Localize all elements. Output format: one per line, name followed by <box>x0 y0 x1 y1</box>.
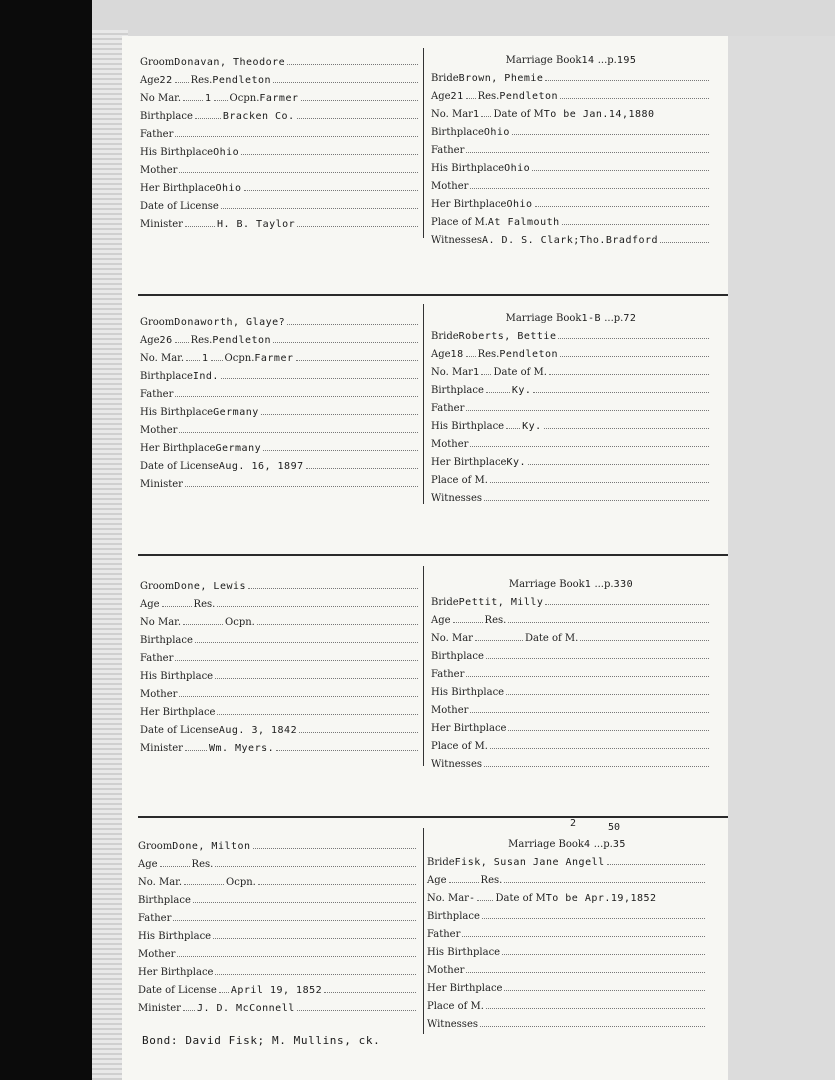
groom-name: Done, Lewis <box>174 581 247 592</box>
place-of-marriage-row: Place of M. <box>431 734 711 752</box>
book-number: 1-B <box>581 313 602 324</box>
groom-birthplace: Bracken Co. <box>222 111 295 122</box>
bride-no-mar: 1 <box>472 109 480 120</box>
bride-nomar-date-row: No. Mar 1 Date of M. <box>431 360 711 378</box>
left-scan-border <box>0 0 92 1080</box>
bride-mother-row: Mother <box>431 432 711 450</box>
bride-name: Pettit, Milly <box>458 597 544 608</box>
book-number: 4 <box>584 839 591 850</box>
groom-age: 22 <box>159 75 173 86</box>
his-birthplace-row: His Birthplace <box>138 924 418 942</box>
mother-row: Mother <box>140 418 420 436</box>
bride-father-row: Father <box>427 922 707 940</box>
page-annotation: 50 <box>608 822 621 833</box>
page-number: 35 <box>612 839 626 850</box>
birthplace-row: Birthplace Bracken Co. <box>140 104 420 122</box>
age-res-row: Age Res. <box>140 592 420 610</box>
nomar-ocpn-row: No. Mar. Ocpn. <box>138 870 418 888</box>
her-birthplace-row: Her Birthplace <box>138 960 418 978</box>
bride-no-mar: 1 <box>472 367 480 378</box>
book-number: 14 <box>581 55 595 66</box>
column-divider <box>423 48 424 238</box>
bride-his-birthplace-row: His Birthplace Ohio <box>431 156 711 174</box>
his-birthplace-row: His Birthplace Germany <box>140 400 420 418</box>
bride-column <box>427 832 707 1030</box>
license-row: Date of License Aug. 3, 1842 <box>140 718 420 736</box>
birthplace-row: Birthplace <box>138 888 418 906</box>
groom-residence: Pendleton <box>212 75 272 86</box>
date-of-license: Aug. 3, 1842 <box>218 725 298 736</box>
marriage-book-row: Marriage Book 1-B ...p. 72 <box>505 313 637 324</box>
bride-birthplace-row: Birthplace Ky. <box>431 378 711 396</box>
section-divider <box>138 554 728 556</box>
mother-row: Mother <box>138 942 418 960</box>
bride-mother-row: Mother <box>431 174 711 192</box>
groom-column <box>138 834 418 1014</box>
his-birthplace-row: His Birthplace Ohio <box>140 140 420 158</box>
date-of-marriage: To be Jan.14,1880 <box>543 109 655 120</box>
witnesses-row: Witnesses A. D. S. Clark;Tho.Bradford <box>431 228 711 246</box>
bride-age-res-row: Age 18 Res. Pendleton <box>431 342 711 360</box>
witnesses-row: Witnesses <box>427 1012 707 1030</box>
bride-name: Brown, Phemie <box>458 73 544 84</box>
groom-column <box>140 50 420 230</box>
column-divider <box>423 828 424 1034</box>
groom-name: Done, Milton <box>172 841 251 852</box>
section-divider <box>138 294 728 296</box>
groom-row: Groom Donavan, Theodore <box>140 50 420 68</box>
right-scan-background <box>728 36 835 1080</box>
bride-her-birthplace: Ohio <box>506 199 533 210</box>
birthplace-row: Birthplace Ind. <box>140 364 420 382</box>
her-birthplace-row: Her Birthplace <box>140 700 420 718</box>
minister-row: Minister <box>140 472 420 490</box>
bride-birthplace: Ohio <box>483 127 510 138</box>
groom-his-birthplace: Germany <box>213 407 259 418</box>
bride-age-res-row: Age Res. <box>427 868 707 886</box>
minister-row: Minister Wm. Myers. <box>140 736 420 754</box>
page-number: 72 <box>623 313 637 324</box>
bride-age-res-row: Age 21 Res. Pendleton <box>431 84 711 102</box>
groom-row: Groom Done, Lewis <box>140 574 420 592</box>
groom-no-mar: 1 <box>202 353 209 364</box>
bride-nomar-date-row: No. Mar - Date of M To be Apr.19,1852 <box>427 893 657 904</box>
groom-birthplace: Ind. <box>192 371 219 382</box>
bride-row: Bride Pettit, Milly <box>431 590 711 608</box>
column-divider <box>423 566 424 766</box>
bride-his-birthplace: Ky. <box>522 421 542 432</box>
bride-her-birthplace-row: Her Birthplace <box>431 716 711 734</box>
license-row: Date of License <box>140 194 420 212</box>
nomar-ocpn-row: No Mar. 1 Ocpn. Farmer <box>140 86 420 104</box>
groom-column <box>140 310 420 490</box>
bride-her-birthplace-row: Her Birthplace Ky. <box>431 450 711 468</box>
mother-row: Mother <box>140 158 420 176</box>
groom-column <box>140 574 420 754</box>
license-row: Date of License April 19, 1852 <box>138 978 418 996</box>
book-annotation: 2 <box>570 818 577 829</box>
groom-residence: Pendleton <box>212 335 272 346</box>
nomar-ocpn-row: No Mar. Ocpn. <box>140 610 420 628</box>
date-of-license: Aug. 16, 1897 <box>218 461 304 472</box>
place-of-marriage-row: Place of M. At Falmouth <box>431 210 711 228</box>
father-row: Father <box>140 122 420 140</box>
bride-residence: Pendleton <box>499 349 559 360</box>
bride-nomar-date-row: No. Mar 1 Date of M To be Jan.14,1880 <box>431 109 655 120</box>
bride-mother-row: Mother <box>431 698 711 716</box>
age-res-row: Age Res. <box>138 852 418 870</box>
bride-age-res-row: Age Res. <box>431 608 711 626</box>
witnesses: A. D. S. Clark;Tho.Bradford <box>482 235 659 246</box>
father-row: Father <box>138 906 418 924</box>
groom-his-birthplace: Ohio <box>213 147 240 158</box>
bride-his-birthplace: Ohio <box>504 163 531 174</box>
marriage-book-row: Marriage Book 4 ...p. 35 <box>508 839 626 850</box>
bride-row: Bride Roberts, Bettie <box>431 324 711 342</box>
bride-row: Bride Brown, Phemie <box>431 66 711 84</box>
groom-row: Groom Done, Milton <box>138 834 418 852</box>
bride-nomar-date-row: No. Mar Date of M. <box>431 626 711 644</box>
minister-row: Minister J. D. McConnell <box>138 996 418 1014</box>
groom-row: Groom Donaworth, Glaye? <box>140 310 420 328</box>
father-row: Father <box>140 382 420 400</box>
mother-row: Mother <box>140 682 420 700</box>
his-birthplace-row: His Birthplace <box>140 664 420 682</box>
groom-age: 26 <box>159 335 173 346</box>
bride-father-row: Father <box>431 662 711 680</box>
bride-her-birthplace-row: Her Birthplace <box>427 976 707 994</box>
bride-birthplace-row: Birthplace Ohio <box>431 120 711 138</box>
bride-row: Bride Fisk, Susan Jane Angell <box>427 850 707 868</box>
place-of-marriage: At Falmouth <box>487 217 560 228</box>
bride-his-birthplace-row: His Birthplace <box>427 940 707 958</box>
bride-her-birthplace-row: Her Birthplace Ohio <box>431 192 711 210</box>
witnesses-row: Witnesses <box>431 486 711 504</box>
her-birthplace-row: Her Birthplace Germany <box>140 436 420 454</box>
witnesses-row: Witnesses <box>431 752 711 770</box>
date-of-license: April 19, 1852 <box>230 985 323 996</box>
groom-no-mar: 1 <box>205 93 212 104</box>
license-row: Date of License Aug. 16, 1897 <box>140 454 420 472</box>
bride-no-mar: - <box>468 893 476 904</box>
bride-column <box>431 48 711 246</box>
bride-father-row: Father <box>431 396 711 414</box>
bride-column <box>431 306 711 504</box>
age-res-row: Age 26 Res. Pendleton <box>140 328 420 346</box>
minister-name: Wm. Myers. <box>208 743 275 754</box>
page-number: 195 <box>616 55 637 66</box>
bond-note: Bond: David Fisk; M. Mullins, ck. <box>142 1034 381 1047</box>
bride-his-birthplace-row: His Birthplace Ky. <box>431 414 711 432</box>
bride-age: 18 <box>450 349 464 360</box>
groom-her-birthplace: Germany <box>215 443 262 454</box>
groom-her-birthplace: Ohio <box>215 183 242 194</box>
groom-name: Donaworth, Glaye? <box>174 317 286 328</box>
bride-residence: Pendleton <box>499 91 559 102</box>
place-of-marriage-row: Place of M. <box>427 994 707 1012</box>
groom-occupation: Farmer <box>254 353 294 364</box>
bride-his-birthplace-row: His Birthplace <box>431 680 711 698</box>
page-number: 330 <box>613 579 634 590</box>
minister-row: Minister H. B. Taylor <box>140 212 420 230</box>
date-of-marriage: To be Apr.19,1852 <box>545 893 657 904</box>
bride-birthplace-row: Birthplace <box>427 904 707 922</box>
section-divider <box>138 816 728 818</box>
bride-her-birthplace: Ky. <box>506 457 527 468</box>
age-res-row: Age 22 Res. Pendleton <box>140 68 420 86</box>
minister-name: J. D. McConnell <box>196 1003 295 1014</box>
birthplace-row: Birthplace <box>140 628 420 646</box>
book-number: 1 <box>584 579 592 590</box>
bride-father-row: Father <box>431 138 711 156</box>
bride-name: Roberts, Bettie <box>458 331 557 342</box>
marriage-book-row: Marriage Book 1 ...p. 330 <box>508 579 634 590</box>
father-row: Father <box>140 646 420 664</box>
bride-birthplace: Ky. <box>511 385 532 396</box>
bride-age: 21 <box>450 91 464 102</box>
minister-name: H. B. Taylor <box>216 219 296 230</box>
bride-mother-row: Mother <box>427 958 707 976</box>
marriage-record-card <box>122 36 728 1080</box>
her-birthplace-row: Her Birthplace Ohio <box>140 176 420 194</box>
marriage-book-row: Marriage Book 14 ...p. 195 <box>505 55 637 66</box>
bride-column <box>431 572 711 770</box>
groom-occupation: Farmer <box>259 93 299 104</box>
nomar-ocpn-row: No. Mar. 1 Ocpn. Farmer <box>140 346 420 364</box>
place-of-marriage-row: Place of M. <box>431 468 711 486</box>
bride-name: Fisk, Susan Jane Angell <box>454 857 605 868</box>
groom-name: Donavan, Theodore <box>174 57 286 68</box>
column-divider <box>423 304 424 504</box>
bride-birthplace-row: Birthplace <box>431 644 711 662</box>
